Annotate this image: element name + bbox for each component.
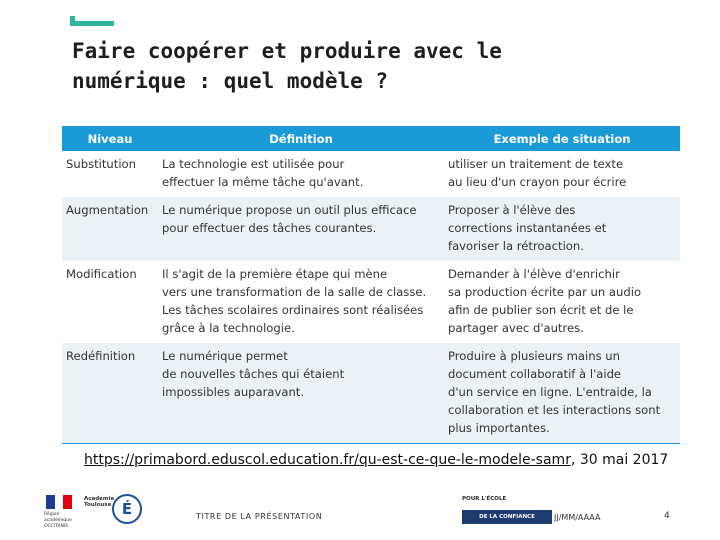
- example-line: corrections instantanées et: [448, 221, 607, 235]
- academie-logo: [44, 494, 148, 534]
- academie-label: Académie Toulouse: [84, 496, 115, 508]
- footer-date: JJ/MM/AAAA: [554, 513, 601, 522]
- example-cell: [444, 343, 680, 444]
- definition-line: de nouvelles tâches qui étaient: [162, 367, 345, 381]
- source-citation: [84, 449, 684, 471]
- definition-line: Les tâches scolaires ordinaires sont réalisées: [162, 303, 424, 317]
- slide-title-line2: numérique : quel modèle ?: [72, 69, 389, 93]
- example-line: Produire à plusieurs mains un: [448, 349, 620, 363]
- table-row: [62, 261, 680, 343]
- example-line: Demander à l'élève d'enrichir: [448, 267, 620, 281]
- slide-title-line1: Faire coopérer et produire avec le: [72, 39, 502, 63]
- definition-cell: [158, 151, 444, 197]
- academie-e-icon: É: [112, 494, 142, 524]
- level-cell: Modification: [66, 267, 137, 281]
- ecole-label: POUR L'ÉCOLE: [462, 496, 522, 510]
- table-row: [62, 151, 680, 197]
- definition-cell: [158, 197, 444, 261]
- footer-presentation-title: TITRE DE LA PRÉSENTATION: [196, 512, 323, 521]
- table-row: [62, 343, 680, 444]
- header-definition: Définition: [158, 126, 444, 151]
- table-header-row: [62, 126, 680, 151]
- example-line: sa production écrite par un audio: [448, 285, 642, 299]
- samr-table: [62, 126, 680, 444]
- title-accent-bar: [70, 16, 114, 26]
- header-niveau: Niveau: [62, 126, 158, 151]
- definition-line: La technologie est utilisée pour: [162, 157, 345, 171]
- level-cell: Augmentation: [62, 197, 158, 261]
- page-number: 4: [664, 511, 670, 521]
- definition-line: grâce à la technologie.: [162, 321, 295, 335]
- level-cell: Substitution: [66, 157, 136, 171]
- definition-cell: [158, 261, 444, 343]
- example-cell: [444, 197, 680, 261]
- definition-cell: [158, 343, 444, 444]
- definition-line: Le numérique permet: [162, 349, 288, 363]
- definition-line: effectuer la même tâche qu'avant.: [162, 175, 364, 189]
- example-line: au lieu d'un crayon pour écrire: [448, 175, 627, 189]
- definition-line: pour effectuer des tâches courantes.: [162, 221, 377, 235]
- example-line: d'un service en ligne. L'entraide, la: [448, 385, 652, 399]
- slide-title: [72, 36, 632, 96]
- region-label: Région académique OCCITANIE: [44, 512, 72, 529]
- level-cell: Redéfinition: [62, 343, 158, 444]
- example-line: utiliser un traitement de texte: [448, 157, 624, 171]
- example-cell: [444, 261, 680, 343]
- confiance-label: DE LA CONFIANCE: [462, 510, 552, 524]
- definition-line: Le numérique propose un outil plus efficace: [162, 203, 417, 217]
- example-line: plus importantes.: [448, 421, 550, 435]
- source-link[interactable]: https://primabord.eduscol.education.fr/qu-est-ce-que-le-modele-samr: [84, 452, 571, 468]
- example-line: collaboration et les interactions sont: [448, 403, 661, 417]
- source-date: , 30 mai 2017: [570, 452, 669, 468]
- example-line: favoriser la rétroaction.: [448, 239, 584, 253]
- header-exemple: Exemple de situation: [444, 126, 680, 151]
- definition-line: Il s'agit de la première étape qui mène: [162, 267, 388, 281]
- example-line: document collaboratif à l'aide: [448, 367, 622, 381]
- table-row: [62, 197, 680, 261]
- definition-line: vers une transformation de la salle de classe.: [162, 285, 427, 299]
- example-line: partager avec d'autres.: [448, 321, 584, 335]
- example-line: Proposer à l'élève des: [448, 203, 576, 217]
- ecole-confiance-logo: [462, 496, 554, 526]
- example-line: afin de publier son écrit et de le: [448, 303, 634, 317]
- french-flag-icon: [46, 494, 72, 508]
- definition-line: impossibles auparavant.: [162, 385, 305, 399]
- example-cell: [444, 151, 680, 197]
